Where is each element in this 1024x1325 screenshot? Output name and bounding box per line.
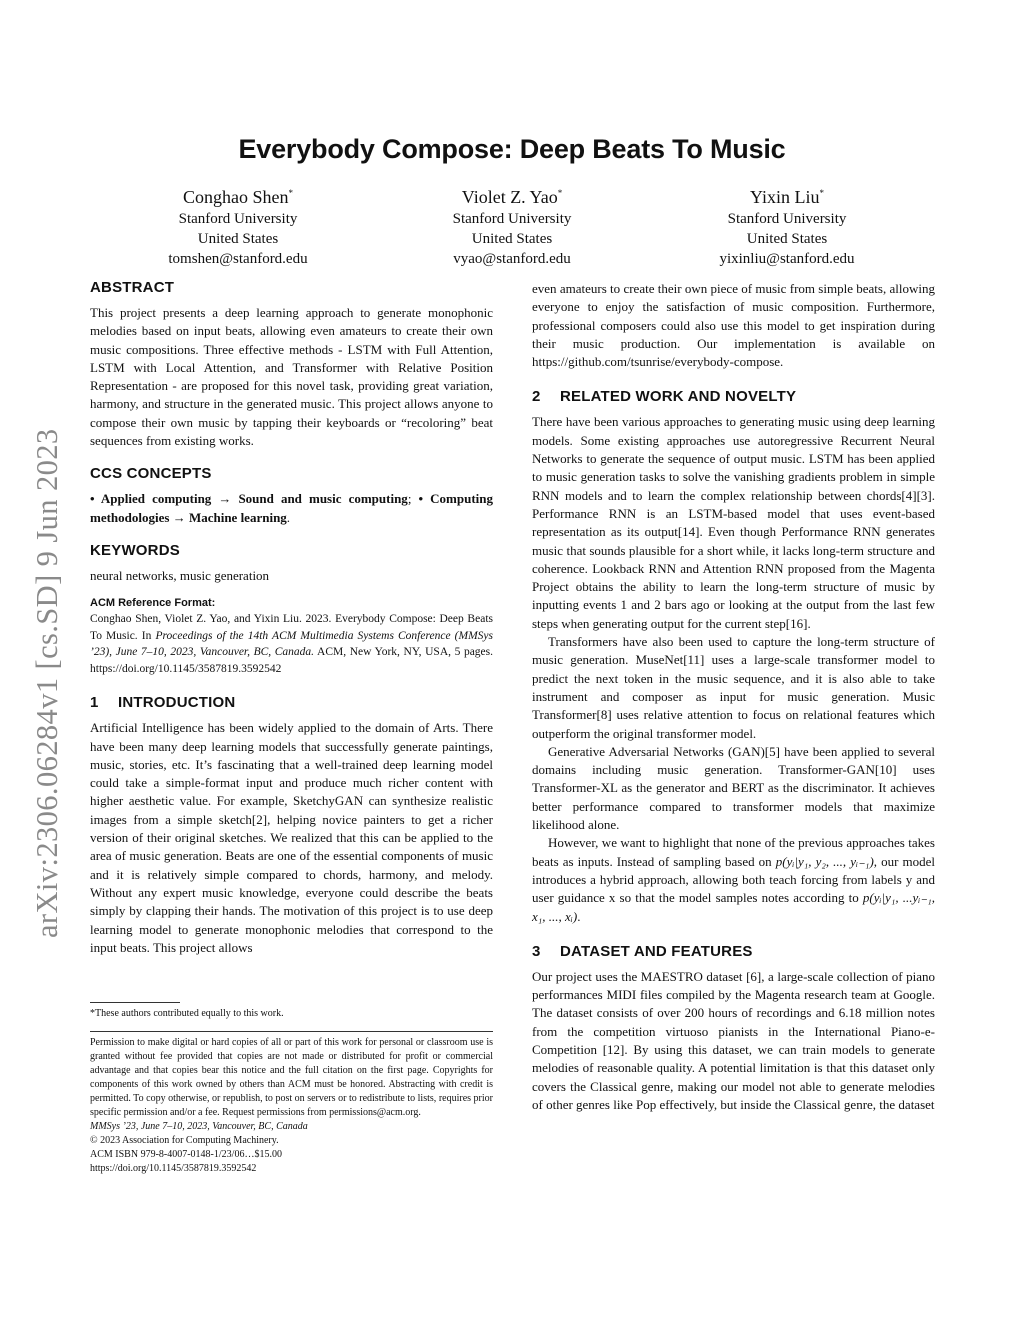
author-affiliation: Stanford University [178,211,298,227]
author-email: yixinliu@stanford.edu [719,251,855,267]
author-email: tomshen@stanford.edu [168,251,308,267]
ccs-heading: CCS CONCEPTS [90,465,212,483]
keywords-text: neural networks, music generation [90,567,270,583]
author-name: Violet Z. Yao* [461,187,563,207]
right-column [532,280,935,1114]
section-heading-related-work: 2 RELATED WORK AND NOVELTY [532,388,797,406]
author-country: United States [197,231,279,247]
acm-reference-label: ACM Reference Format: [90,597,216,610]
related-paragraph-1: There have been various approaches to generating music using deep learning models. Some existing approaches use autoregressive Recurrent Neural Networks to generate the sequence of output music. LSTM has been applied to music generation tasks to solve the vanishing gradients problem in simple RNN models and to learn the complex relationship between chords[4][3]. Performance RNN is an LSTM-based model that uses event-based representation as its output[14]. Even though Performance RNN generates music that sounds plausible for a short while, it lacks long-term structure and coherence. Lookback RNN and Attention RNN proposed from the Magenta Project obtains the ability to learn the long-term structure of music by inputting events 1 and 2 bars ago or looking at the output from the last few steps when generating output for the current step[16]. [532,414,935,631]
section-heading-dataset: 3 DATASET AND FEATURES [532,942,753,960]
permission-text: Permission to make digital or hard copies of all or part of this work for personal or classroom use is granted without fee provided that copies are not made or distributed for profit or commercial advantage and that copies bear this notice and the full citation on the first page. Copyrights for components of this work owned by others than ACM must be honored. Abstracting with credit is permitted. To copy otherwise, or republish, to post on servers or to redistribute to lists, requires prior specific permission and/or a fee. Request permissions from permissions@acm.org. [90,1037,493,1118]
footnote-rule [90,1002,180,1003]
section-heading-introduction: 1 INTRODUCTION [90,694,236,712]
introduction-text: Artificial Intelligence has been widely applied to the domain of Arts. There have been many deep learning models that successfully generate paintings, music, stories, etc. It’s fascinating that a well-trained deep learning model could take a simple-format input and produce much richer content with higher aesthetic value. For example, SketchyGAN can synthesize realistic images from a simple sketch[2], helping novice painters to get a richer version of their original sketches. We realized that this can be applied to the area of music generation. Beats are one of the essential components of music and it is relatively simple compared to chords, harmony, and melody. Without any expert music knowledge, everyone could describe the beats simply by clapping their hands. The motivation of this project is to use deep learning model to generate monophonic melodies that correspond to the input beats. This project allows [90,720,493,955]
related-paragraph-4: However, we want to highlight that none of the previous approaches takes beats as inputs. Instead of sampling based on p(yᵢ|y₁, y₂, ..., yᵢ₋₁), our model introduces a hybrid approach, allowing both teach forcing from labels y and user guidance x so that the model samples notes according to p(yᵢ|y₁, ...yᵢ₋₁, x₁, ..., xᵢ). [532,835,935,924]
abstract-heading: ABSTRACT [90,279,175,296]
paper-title: Everybody Compose: Deep Beats To Music [238,134,786,164]
left-column [90,278,493,957]
footnote: *These authors contributed equally to this work. [90,1008,284,1019]
author-affiliation: Stanford University [452,211,572,227]
author-name: Conghao Shen* [183,187,293,207]
author-country: United States [746,231,828,247]
permission-rule [90,1031,493,1032]
acm-reference-text: Conghao Shen, Violet Z. Yao, and Yixin Liu. 2023. Everybody Compose: Deep Beats To Music. In Proceedings of the 14th ACM Multimedia Systems Conference (MMSys ’23), June 7–10, 2023, Vancouver, BC, Canada. ACM, New York, NY, USA, 5 pages. https://doi.org/10.1145/3587819.3592542 [90,613,493,675]
author-block-1 [118,181,358,269]
doi-line: https://doi.org/10.1145/3587819.3592542 [90,1163,257,1174]
author-country: United States [471,231,553,247]
author-block-2 [392,181,632,269]
arxiv-stamp: arXiv:2306.06284v1 [cs.SD] 9 Jun 2023 [30,428,64,938]
copyright-line: © 2023 Association for Computing Machinery. [90,1135,279,1146]
author-name: Yixin Liu* [749,187,824,207]
venue-line: MMSys ’23, June 7–10, 2023, Vancouver, BC, Canada [90,1121,308,1132]
author-block-3 [667,181,907,269]
ccs-concepts: • Applied computing → Sound and music computing; • Computing methodologies → Machine learning. [90,491,493,525]
keywords-heading: KEYWORDS [90,541,180,559]
related-paragraph-3: Generative Adversarial Networks (GAN)[5] have been applied to several domains including music generation. Transformer-GAN[10] uses Transformer-XL as the generator and BERT as the discriminator. It achieves better performance compared to transformer models that maximize likelihood alone. [532,743,935,833]
introduction-text-continued: even amateurs to create their own piece of music from simple beats, allowing everyone to enjoy the satisfaction of music composition. Furthermore, professional composers could also use this model to get inspiration during their music production. Our implementation is available on https://github.com/tsunrise/everybody-compose. [532,281,935,370]
author-affiliation: Stanford University [727,211,847,227]
dataset-text: Our project uses the MAESTRO dataset [6], a large-scale collection of piano performances MIDI files compiled by the Magenta research team at Google. The dataset consists of over 200 hours of recordings and 6.18 million notes from the competition virtuoso pianists in the International Piano-e-Competition [12]. By using this dataset, we can train models to generate melodies of reasonable quality. A potential limitation is that this dataset only covers the Classical genre, making our model not able to generate melodies of other genres like Pop effectively, but inside the Classical genre, the dataset [532,968,935,1112]
abstract-text: This project presents a deep learning approach to generate monophonic melodies based on input beats, allowing even amateurs to create their own music compositions. Three effective methods - LSTM with Full Attention, LSTM with Local Attention, and Transformer with Relative Position Representation - are proposed for this novel task, providing great variation, harmony, and structure in the generated music. This project allows anyone to compose their own music by tapping their keyboards or “recoloring” beat sequences from existing works. [90,305,493,449]
permission-block [90,1036,493,1176]
related-paragraph-2: Transformers have also been used to capture the long-term structure of music generation. MuseNet[11] uses a large-scale transformer model to predict the next token in the music sequence, and it is also able to take instrument and composer as input for music generation. Music Transformer[8] uses relative attention to focus on relational features which outperform the original transformer model. [532,634,935,741]
isbn-line: ACM ISBN 979-8-4007-0148-1/23/06…$15.00 [90,1149,282,1160]
author-email: vyao@stanford.edu [453,251,571,267]
